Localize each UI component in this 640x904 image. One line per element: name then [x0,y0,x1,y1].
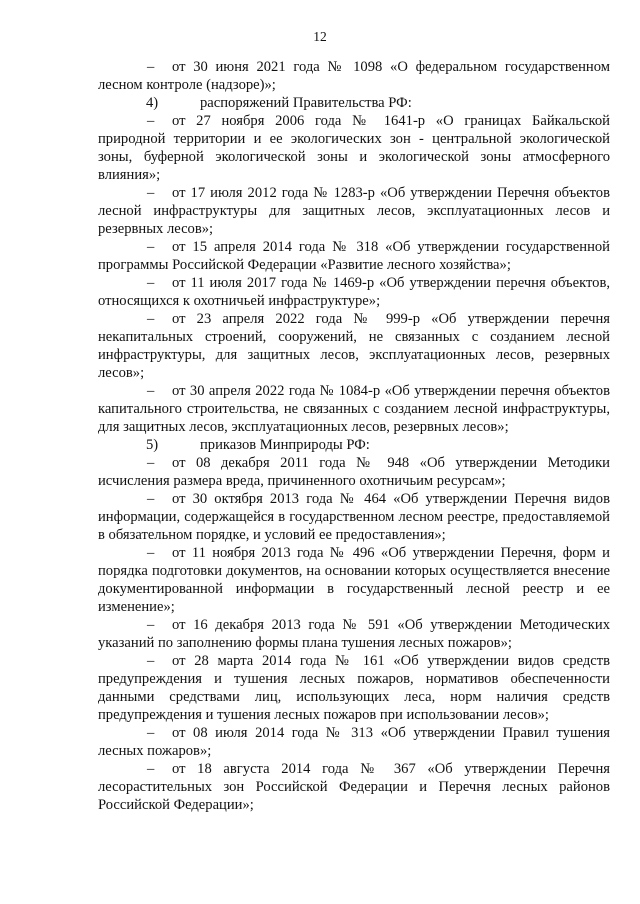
list-item-text: от 11 ноября 2013 года № 496 «Об утверждении Перечня, форм и порядка подготовки документов, на основании которых осуществляется внесение документированной информации в государственный лесной реестр и ее изменение»; [98,545,610,615]
list-marker-dash: – [147,725,155,741]
list-marker-dash: – [147,491,155,507]
list-item [98,58,610,94]
list-item [98,490,610,544]
list-marker-dash: – [147,761,155,777]
list-item-text: приказов Минприроды РФ: [200,437,370,453]
list-item-text: от 15 апреля 2014 года № 318 «Об утверждении государственной программы Российской Федерации «Развитие лесного хозяйства»; [98,239,610,273]
list-marker-dash: – [147,275,155,291]
list-item [98,238,610,274]
list-item-text: от 08 декабря 2011 года № 948 «Об утверждении Методики исчисления размера вреда, причиненного охотничьим ресурсам»; [98,455,610,489]
list-marker-dash: – [147,455,155,471]
list-item [98,652,610,724]
section-heading [98,94,610,112]
list-marker-dash: – [147,617,155,633]
list-item-text: от 28 марта 2014 года № 161 «Об утверждении видов средств предупреждения и тушения лесных пожаров, нормативов обеспеченности данными средствами лиц, использующих леса, норм наличия средств предупреждения и тушения лесных пожаров при использовании лесов»; [98,653,610,723]
list-item-text: от 16 декабря 2013 года № 591 «Об утверждении Методических указаний по заполнению формы плана тушения лесных пожаров»; [98,617,610,651]
page-number: 12 [313,29,327,44]
list-item [98,112,610,184]
list-item [98,184,610,238]
list-item [98,274,610,310]
list-item-text: от 30 апреля 2022 года № 1084-р «Об утверждении перечня объектов капитального строительства, не связанных с созданием лесной инфраструктуры, для защитных лесов, эксплуатационных лесов, резервных лесов»; [98,383,610,435]
list-marker-dash: – [147,113,155,129]
list-marker-dash: – [147,653,155,669]
list-marker-dash: – [147,383,155,399]
list-marker-number: 5) [146,437,159,453]
list-item [98,616,610,652]
list-item [98,382,610,436]
list-item-text: от 23 апреля 2022 года № 999-р «Об утверждении перечня некапитальных строений, сооружений, не связанных с созданием лесной инфраструктуры, для защитных лесов, эксплуатационных лесов, резервных лесов»; [98,311,610,381]
list-item-text: от 27 ноября 2006 года № 1641-р «О границах Байкальской природной территории и ее экологических зон - центральной экологической зоны, буферной экологической зоны и экологической зоны атмосферного влияния»; [98,113,610,183]
document-body [98,58,610,814]
list-item-text: от 17 июля 2012 года № 1283-р «Об утверждении Перечня объектов лесной инфраструктуры для защитных лесов, эксплуатационных лесов и резервных лесов»; [98,185,610,237]
list-item-text: от 30 июня 2021 года № 1098 «О федеральном государственном лесном контроле (надзоре)»; [98,59,610,93]
list-marker-dash: – [147,59,155,75]
list-marker-dash: – [147,185,155,201]
list-item [98,454,610,490]
list-item-text: от 30 октября 2013 года № 464 «Об утверждении Перечня видов информации, содержащейся в государственном лесном реестре, предоставляемой в обязательном порядке, и условий ее предоставления»; [98,491,610,543]
list-item [98,544,610,616]
list-item-text: от 11 июля 2017 года № 1469-р «Об утверждении перечня объектов, относящихся к охотничьей инфраструктуре»; [98,275,610,309]
list-marker-dash: – [147,311,155,327]
list-item-text: от 08 июля 2014 года № 313 «Об утверждении Правил тушения лесных пожаров»; [98,725,610,759]
list-item [98,724,610,760]
list-marker-dash: – [147,239,155,255]
list-marker-dash: – [147,545,155,561]
list-item-text: от 18 августа 2014 года № 367 «Об утверждении Перечня лесорастительных зон Российской Федерации и Перечня лесных районов Российской Федерации»; [98,761,610,813]
list-item [98,760,610,814]
list-item-text: распоряжений Правительства РФ: [200,95,412,111]
section-heading [98,436,610,454]
list-item [98,310,610,382]
list-marker-number: 4) [146,95,159,111]
